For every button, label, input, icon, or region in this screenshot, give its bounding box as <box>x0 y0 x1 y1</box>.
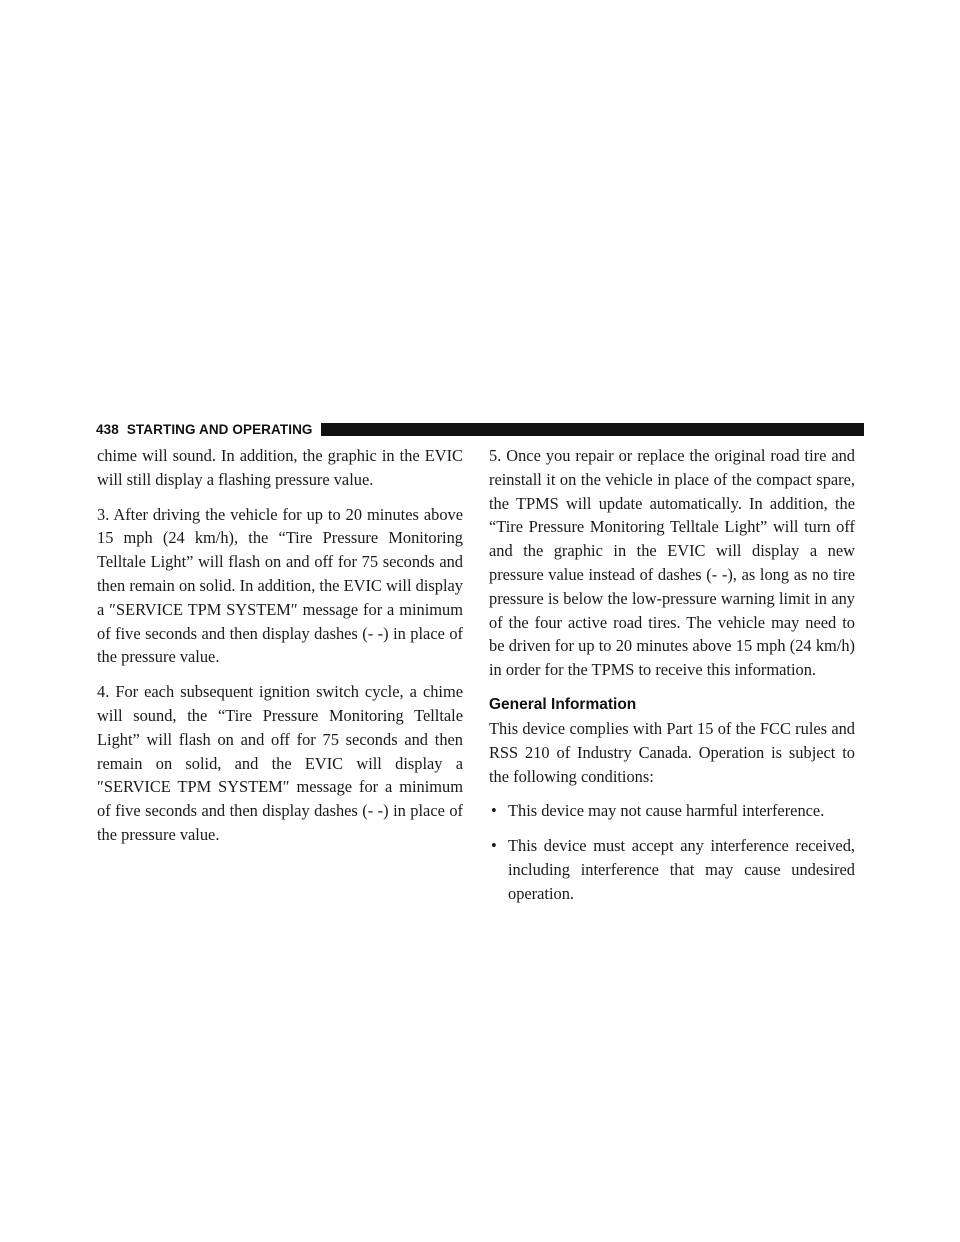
paragraph-step-4: 4. For each subsequent ignition switch cycle, a chime will sound, the “Tire Pressure Monitoring Telltale Light” will flash on and off for 75 seconds and then remain on solid, and the EVIC will display a ″SERVICE TPM SYSTEM″ message for a minimum of five seconds and then display dashes (- -) in place of the pressure value. <box>97 682 463 844</box>
conditions-list <box>489 799 855 905</box>
paragraph-step-3: 3. After driving the vehicle for up to 20 minutes above 15 mph (24 km/h), the “Tire Pressure Monitoring Telltale Light” will flash on and off for 75 seconds and then remain on solid. In addition, the EVIC will display a ″SERVICE TPM SYSTEM″ message for a minimum of five seconds and then display dashes (- -) in place of the pressure value. <box>97 504 463 667</box>
bullet-icon: • <box>491 836 497 856</box>
page-number: 438 <box>96 421 119 437</box>
page-header <box>96 418 864 440</box>
paragraph-fcc-intro: This device complies with Part 15 of the FCC rules and RSS 210 of Industry Canada. Operation is subject to the following conditions: <box>489 718 855 786</box>
left-column <box>97 444 463 858</box>
bullet-icon: • <box>491 801 497 821</box>
list-item-text: This device must accept any interference received, including interference that may cause undesired operation. <box>508 836 855 903</box>
paragraph-step-5: 5. Once you repair or replace the original road tire and reinstall it on the vehicle in place of the compact spare, the TPMS will update automatically. In addition, the “Tire Pressure Monitoring Telltale Light” will turn off and the graphic in the EVIC will display a new pressure value instead of dashes (- -), as long as no tire pressure is below the low-pressure warning limit in any of the four active road tires. The vehicle may need to be driven for up to 20 minutes above 15 mph (24 km/h) in order for the TPMS to receive this information. <box>489 446 855 680</box>
header-rule-bar <box>321 423 864 436</box>
section-title: STARTING AND OPERATING <box>126 421 313 437</box>
section-heading-general-information: General Information <box>489 695 637 713</box>
right-column <box>489 444 855 917</box>
list-item <box>489 799 855 823</box>
list-item-text: This device may not cause harmful interference. <box>508 801 825 821</box>
paragraph-continued-chime: chime will sound. In addition, the graphic in the EVIC will still display a flashing pressure value. <box>97 446 463 489</box>
list-item <box>489 834 855 905</box>
